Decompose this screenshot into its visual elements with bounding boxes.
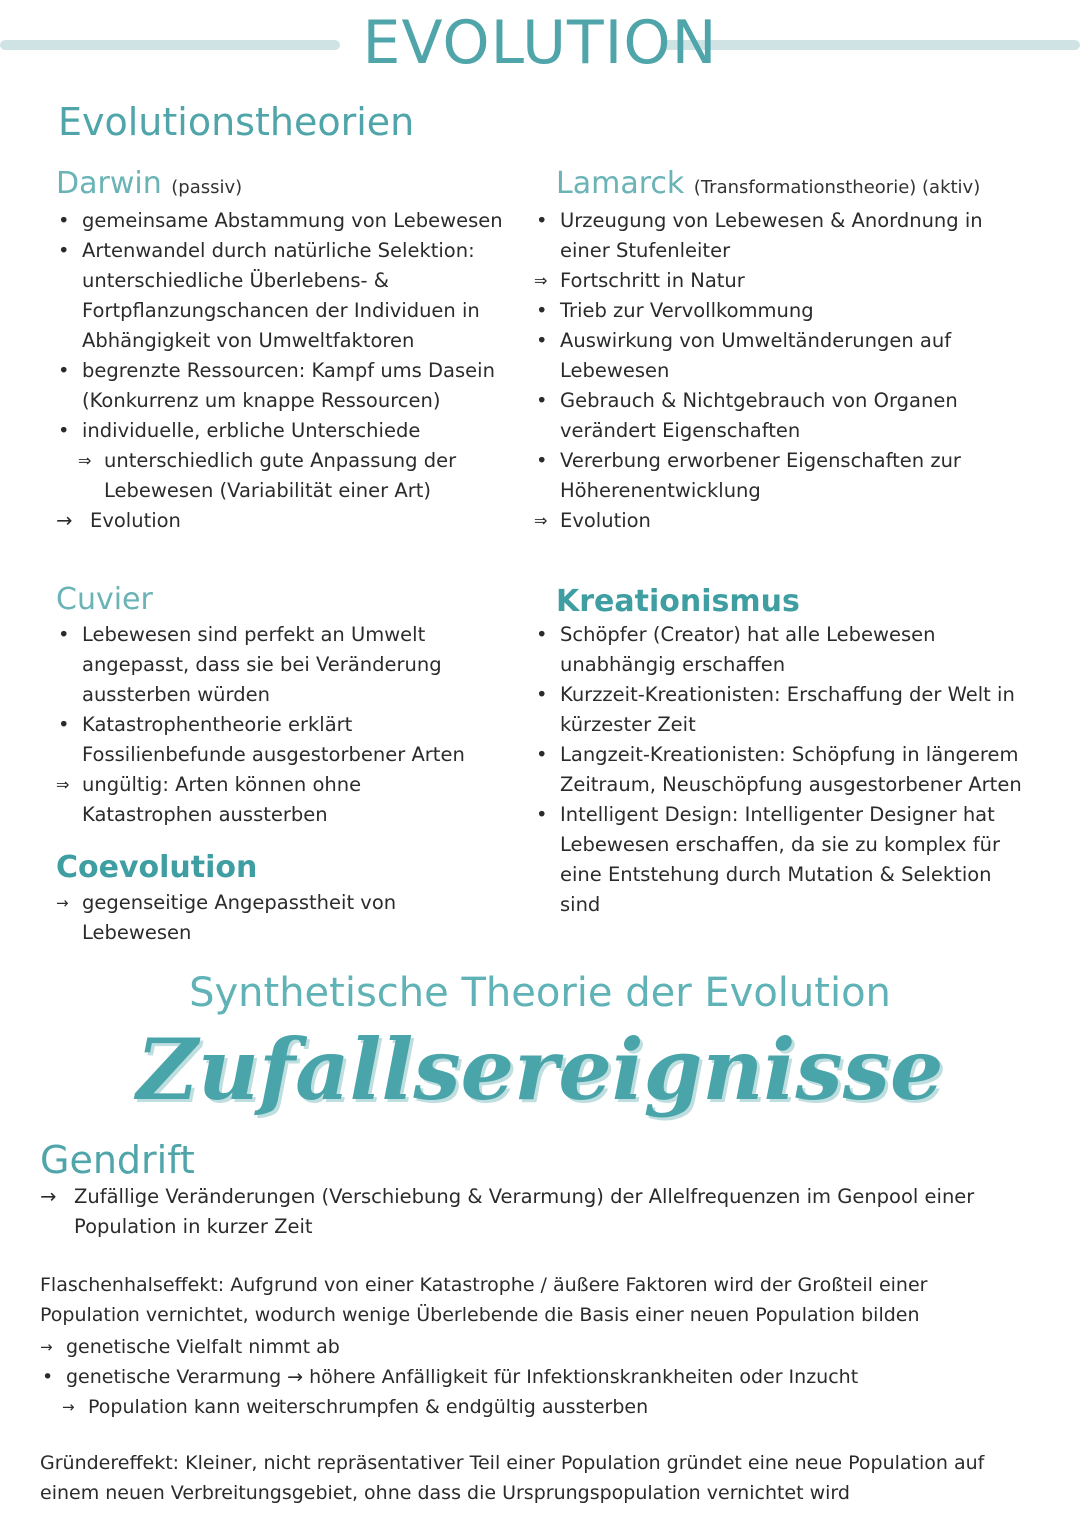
bottleneck-consequence: → Population kann weiterschrumpfen & endgültig aussterben (62, 1392, 1030, 1422)
bottleneck-consequence: → genetische Vielfalt nimmt ab (40, 1332, 1030, 1362)
lamarck-result: ⇒ Evolution (534, 506, 1034, 536)
kreationismus-heading: Kreationismus (556, 584, 800, 619)
bottleneck-consequence: • genetische Verarmung → höhere Anfälligkeit für Infektionskrankheiten oder Inzucht (40, 1362, 1030, 1392)
bottleneck-paragraph (40, 1270, 1030, 1330)
founder-text: Kleiner, nicht repräsentativer Teil einer Population gründet eine neue Population auf einem neuen Verbreitungsgebiet, ohne dass die Ursprungspopulation vernichtet wird (40, 1452, 985, 1504)
synthetic-theory-title: Synthetische Theorie der Evolution (189, 970, 891, 1016)
darwin-name: Darwin (56, 166, 162, 201)
lamarck-list (534, 206, 1034, 536)
lamarck-heading (556, 166, 980, 201)
kreationismus-list (534, 620, 1034, 920)
cuvier-heading: Cuvier (56, 582, 153, 617)
darwin-list (56, 206, 518, 536)
gendrift-definition-block (40, 1182, 1030, 1242)
list-item: • Intelligent Design: Intelligenter Designer hat Lebewesen erschaffen, da sie zu komplex für eine Entstehung durch Mutation & Selektion sind (534, 800, 1034, 920)
list-item: • Gebrauch & Nichtgebrauch von Organen verändert Eigenschaften (534, 386, 1034, 446)
list-item: • individuelle, erbliche Unterschiede (56, 416, 518, 446)
founder-label: Gründereffekt: (40, 1452, 180, 1474)
bottleneck-consequences (40, 1332, 1030, 1422)
list-item: • Lebewesen sind perfekt an Umwelt angepasst, dass sie bei Veränderung aussterben würden (56, 620, 496, 710)
coevolution-heading: Coevolution (56, 850, 258, 885)
page-title: EVOLUTION (362, 8, 718, 78)
list-item: • Katastrophentheorie erklärt Fossilienbefunde ausgestorbener Arten (56, 710, 496, 770)
lamarck-name: Lamarck (556, 166, 685, 201)
list-item: • Langzeit-Kreationisten: Schöpfung in längerem Zeitraum, Neuschöpfung ausgestorbener Arten (534, 740, 1034, 800)
bottleneck-text: Aufgrund von einer Katastrophe / äußere Faktoren wird der Großteil einer Population vernichtet, wodurch wenige Überlebende die Basis einer neuen Population bilden (40, 1274, 928, 1326)
random-events-title: Zufallsereignisse (136, 1020, 944, 1119)
list-item: • Auswirkung von Umweltänderungen auf Lebewesen (534, 326, 1034, 386)
lamarck-note: (Transformationstheorie) (aktiv) (693, 177, 981, 198)
darwin-heading (56, 166, 242, 201)
coevolution-text-block (56, 888, 496, 948)
list-item: • gemeinsame Abstammung von Lebewesen (56, 206, 518, 236)
bottleneck-label: Flaschenhalseffekt: (40, 1274, 225, 1296)
list-item: • Urzeugung von Lebewesen & Anordnung in einer Stufenleiter (534, 206, 1034, 266)
section-title-evolutionstheorien: Evolutionstheorien (58, 100, 415, 144)
darwin-implication: ⇒ unterschiedlich gute Anpassung der Lebewesen (Variabilität einer Art) (78, 446, 518, 506)
list-item: • Kurzzeit-Kreationisten: Erschaffung der Welt in kürzester Zeit (534, 680, 1034, 740)
cuvier-list (56, 620, 496, 830)
list-item: • Artenwandel durch natürliche Selektion: unterschiedliche Überlebens- & Fortpflanzungschancen der Individuen in Abhängigkeit von Umweltfaktoren (56, 236, 518, 356)
cuvier-implication: ⇒ ungültig: Arten können ohne Katastrophen aussterben (56, 770, 496, 830)
gendrift-definition: → Zufällige Veränderungen (Verschiebung & Verarmung) der Allelfrequenzen im Genpool einer Population in kurzer Zeit (40, 1182, 1030, 1242)
list-item: • Trieb zur Vervollkommung (534, 296, 1034, 326)
list-item: • Vererbung erworbener Eigenschaften zur Höherenentwicklung (534, 446, 1034, 506)
list-item: • Schöpfer (Creator) hat alle Lebewesen unabhängig erschaffen (534, 620, 1034, 680)
gendrift-heading: Gendrift (40, 1138, 195, 1182)
coevolution-text: → gegenseitige Angepasstheit von Lebewesen (56, 888, 496, 948)
lamarck-implication: ⇒ Fortschritt in Natur (534, 266, 1034, 296)
darwin-note: (passiv) (171, 177, 243, 198)
founder-paragraph (40, 1448, 1030, 1508)
darwin-result: → Evolution (56, 506, 518, 536)
list-item: • begrenzte Ressourcen: Kampf ums Dasein (Konkurrenz um knappe Ressourcen) (56, 356, 518, 416)
